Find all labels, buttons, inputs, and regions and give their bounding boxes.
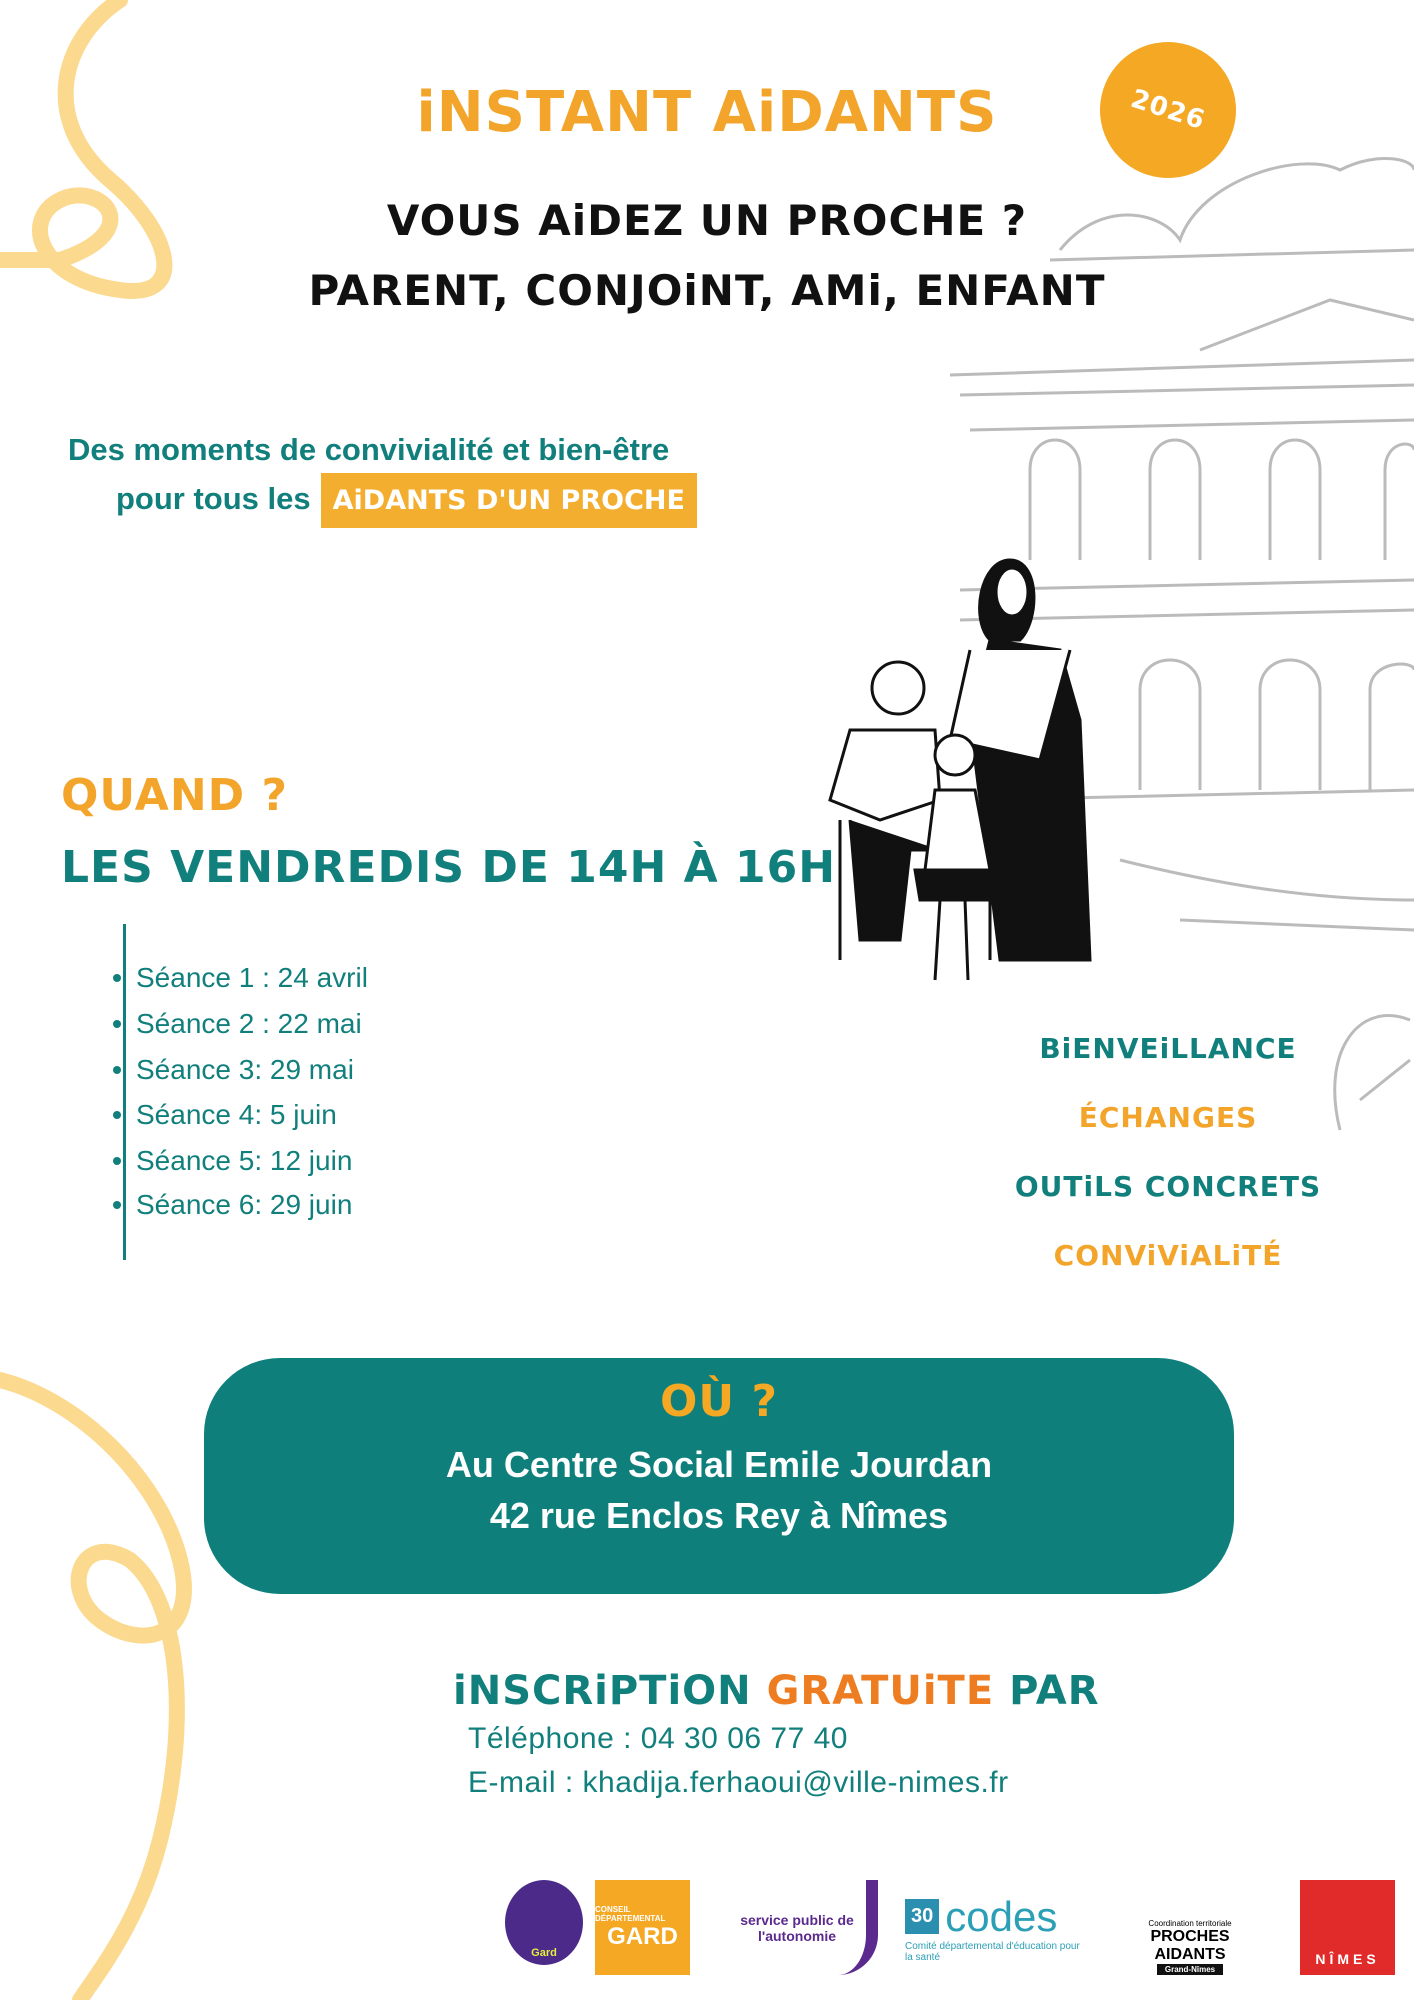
question-line-1: VOUS AiDEZ UN PROCHE ? — [386, 196, 1028, 245]
when-heading: QUAND ? — [61, 770, 289, 821]
keyword: ÉCHANGES — [1078, 1101, 1258, 1134]
keyword: OUTiLS CONCRETS — [1014, 1170, 1322, 1203]
question-line-2: PARENT, CONJOiNT, AMi, ENFANT — [308, 266, 1106, 315]
intro-highlight: AiDANTS D'UN PROCHE — [321, 473, 697, 528]
gard-logo: CONSEIL DÉPARTEMENTAL GARD — [595, 1880, 690, 1975]
service-public-autonomie-logo: service public de l'autonomie — [728, 1880, 878, 1975]
session-item: Séance 3: 29 mai — [113, 1054, 354, 1086]
session-item: Séance 2 : 22 mai — [113, 1008, 362, 1040]
phone-contact: Téléphone : 04 30 06 77 40 — [468, 1722, 848, 1755]
intro-line-1: Des moments de convivialité et bien-être — [68, 432, 670, 467]
codes-logo: 30 codes Comité départemental d'éducation pour la santé — [905, 1892, 1080, 1963]
location-address: 42 rue Enclos Rey à Nîmes — [489, 1495, 949, 1536]
year-badge: 2026 — [1082, 24, 1253, 195]
keyword: CONViViALiTÉ — [1053, 1239, 1283, 1272]
schedule-text: LES VENDREDIS DE 14H À 16H — [61, 842, 837, 893]
location-box — [204, 1358, 1234, 1594]
session-item: Séance 4: 5 juin — [113, 1099, 337, 1131]
proches-aidants-logo: Coordination territoriale PROCHES AIDANTS Grand-Nîmes — [1148, 1919, 1232, 1974]
keyword: BiENVEiLLANCE — [1039, 1032, 1297, 1065]
email-contact[interactable]: E-mail : khadija.ferhaoui@ville-nimes.fr — [468, 1766, 1009, 1799]
caregivers-illustration — [830, 560, 1090, 980]
location-name: Au Centre Social Emile Jourdan — [445, 1444, 993, 1485]
intro-line-2: pour tous les — [116, 481, 311, 516]
intro-text — [68, 426, 697, 528]
nimes-logo: NÎMES — [1300, 1880, 1395, 1975]
session-item: Séance 6: 29 juin — [113, 1189, 352, 1221]
session-item: Séance 5: 12 juin — [113, 1145, 352, 1177]
session-item: Séance 1 : 24 avril — [113, 962, 368, 994]
where-heading: OÙ ? — [660, 1376, 778, 1427]
poster-title: iNSTANT AiDANTS — [416, 80, 998, 145]
registration-heading: iNSCRiPTiON GRATUiTE PAR — [453, 1668, 1100, 1714]
commission-gard-logo: Gard — [505, 1880, 583, 1965]
